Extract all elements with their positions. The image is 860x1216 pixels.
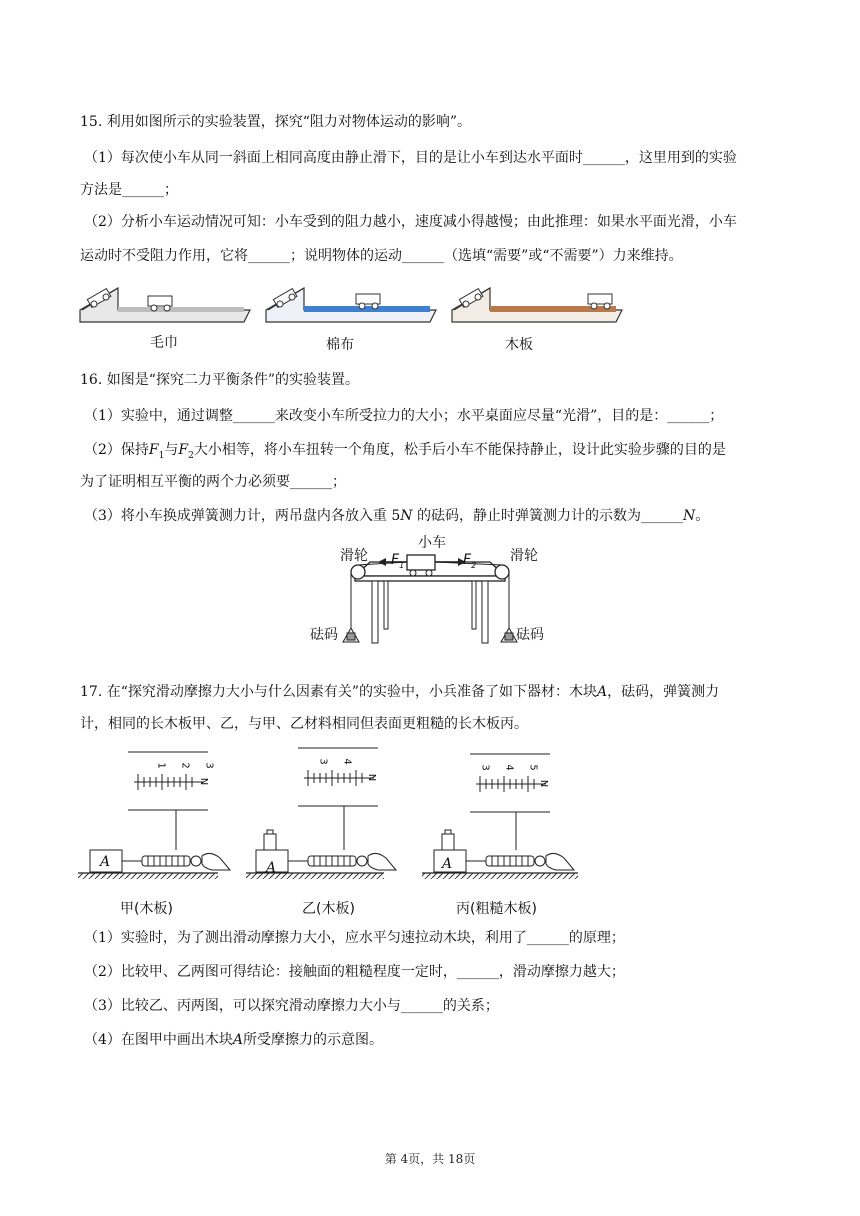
caption-bing: 丙(粗糙木板) — [456, 901, 537, 917]
meter3-tick-3: 3 — [479, 764, 491, 771]
q15-part1-line1: （1）每次使小车从同一斜面上相同高度由静止滑下，目的是让小车到达水平面时______，这里用到的实验 — [84, 150, 737, 166]
q15-part2-line1: （2）分析小车运动情况可知：小车受到的阻力越小，速度减小得越慢；由此推理：如果水平面光滑，小车 — [84, 214, 737, 230]
caption-jia: 甲(木板) — [120, 901, 173, 917]
caption-yi: 乙(木板) — [302, 901, 355, 917]
surface-label-cotton: 棉布 — [326, 337, 354, 353]
block-a-jia: A — [100, 854, 111, 870]
meter1-tick-3: 3 — [203, 762, 215, 769]
label-cart: 小车 — [418, 535, 446, 551]
meter3-tick-5: 5 — [527, 764, 539, 771]
meter2-tick-3: 3 — [317, 758, 329, 765]
ramp-cotton-panel — [266, 288, 436, 322]
q15-title: 15. 利用如图所示的实验装置，探究“阻力对物体运动的影响”。 — [80, 114, 472, 130]
meter2-tick-4: 4 — [341, 758, 353, 765]
meter1-tick-2: 2 — [179, 762, 191, 769]
block-a-yi: A — [266, 860, 277, 876]
q16-part1: （1）实验中，通过调整______来改变小车所受拉力的大小；水平桌面应尽量“光滑”，目的是：______； — [84, 408, 724, 424]
ramp-wood-panel — [452, 288, 622, 322]
q17-part3: （3）比较乙、丙两图，可以探究滑动摩擦力大小与______的关系； — [84, 998, 499, 1014]
q16-part2-line2: 为了证明相互平衡的两个力必须要______； — [80, 474, 346, 490]
surface-label-towel: 毛巾 — [150, 335, 178, 351]
q16-title: 16. 如图是“探究二力平衡条件”的实验装置。 — [80, 372, 360, 388]
q17-title-line1: 17. 在“探究滑动摩擦力大小与什么因素有关”的实验中，小兵准备了如下器材：木块A，砝码，弹簧测力 — [80, 684, 720, 700]
pulley-right-icon — [495, 565, 509, 579]
q17-part4: （4）在图甲中画出木块A所受摩擦力的示意图。 — [84, 1032, 384, 1048]
q15-part1-line2: 方法是______； — [80, 182, 178, 198]
label-force-f1: $F_1$ — [391, 552, 405, 570]
label-pulley-left: 滑轮 — [340, 548, 368, 564]
weight-right-icon — [501, 628, 517, 642]
label-weight-right: 砝码 — [516, 627, 544, 643]
meter3-tick-4: 4 — [503, 764, 515, 771]
page-footer: 第 4页，共 18页 — [384, 1152, 476, 1166]
hand-icon — [368, 853, 396, 870]
surface-label-wood: 木板 — [505, 337, 533, 353]
q17-part2: （2）比较甲、乙两图可得结论：接触面的粗糙程度一定时，______，滑动摩擦力越大； — [84, 964, 625, 980]
meter1-tick-1: 1 — [155, 762, 167, 769]
label-pulley-right: 滑轮 — [510, 548, 538, 564]
hand-icon — [546, 853, 574, 870]
meter3-unit: N — [538, 779, 550, 788]
q17-part1: （1）实验时，为了测出滑动摩擦力大小，应水平匀速拉动木块，利用了______的原理； — [84, 930, 625, 946]
ramp-towel-panel — [80, 288, 250, 322]
q15-part2-line2: 运动时不受阻力作用，它将______；说明物体的运动______（选填“需要”或“不需要”）力来维持。 — [80, 248, 683, 264]
label-force-f2: $F_2$ — [463, 552, 477, 570]
pulley-left-icon — [351, 565, 365, 579]
q17-title-line2: 计，相同的长木板甲、乙，与甲、乙材料相同但表面更粗糙的长木板丙。 — [80, 716, 528, 732]
weight-left-icon — [343, 628, 359, 642]
q16-part2-line1: （2）保持$F_1$与$F_2$大小相等，将小车扭转一个角度，松手后小车不能保持静止，设计此实验步骤的目的是 — [84, 442, 726, 461]
meter2-unit: N — [366, 773, 378, 782]
block-a-bing: A — [442, 856, 453, 872]
label-weight-left: 砝码 — [310, 627, 338, 643]
meter1-unit: N — [198, 777, 210, 786]
q16-part3: （3）将小车换成弹簧测力计，两吊盘内各放入重 5N 的砝码，静止时弹簧测力计的示数为______N。 — [84, 508, 710, 524]
hand-icon — [202, 853, 230, 870]
